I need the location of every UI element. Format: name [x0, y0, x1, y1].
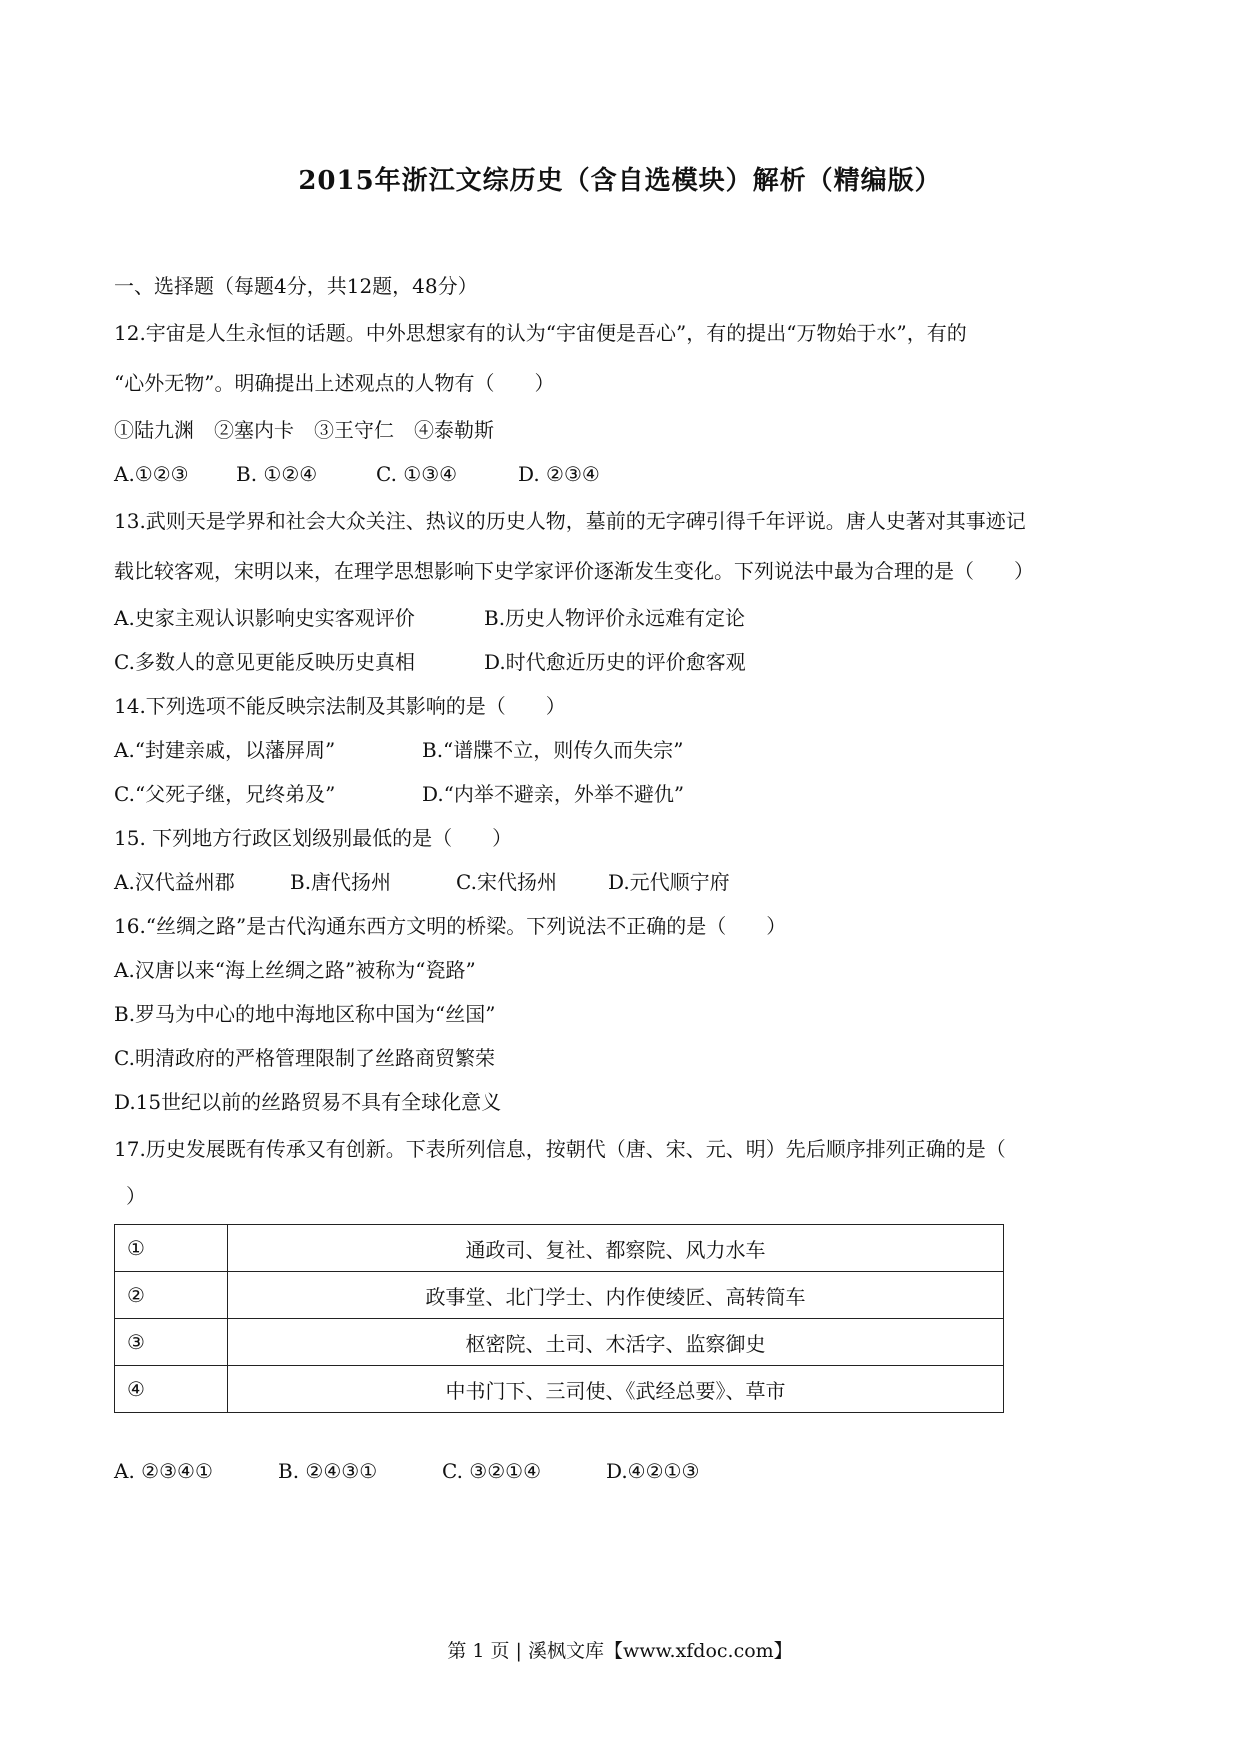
- question-12-options: [114, 452, 1124, 496]
- row-number: ③: [115, 1319, 228, 1366]
- table-row: [115, 1366, 1004, 1413]
- question-14-options-row-2: [114, 772, 1124, 816]
- option-b: B.罗马为中心的地中海地区称中国为“丝国”: [114, 1002, 496, 1026]
- option-c: C.宋代扬州: [456, 870, 557, 894]
- question-12-stem-line-2: “心外无物”。明确提出上述观点的人物有（ ）: [114, 371, 555, 395]
- table-row: [115, 1319, 1004, 1366]
- option-c: C.“父死子继，兄终弟及”: [114, 782, 336, 806]
- option-b: B. ②④③①: [278, 1459, 378, 1483]
- option-d: D.元代顺宁府: [608, 870, 730, 894]
- option-a: A.“封建亲戚，以藩屏周”: [114, 738, 336, 762]
- option-d: D.“内举不避亲，外举不避仇”: [422, 782, 685, 806]
- question-15-options: [114, 860, 1124, 904]
- question-17-stem-line-2: ）: [126, 1184, 146, 1208]
- option-d: D.15世纪以前的丝路贸易不具有全球化意义: [114, 1090, 502, 1114]
- document-body: [114, 264, 1124, 1493]
- question-15-stem: 15. 下列地方行政区划级别最低的是（ ）: [114, 826, 513, 850]
- option-b: B.唐代扬州: [290, 870, 392, 894]
- option-a: A.史家主观认识影响史实客观评价: [114, 606, 415, 630]
- dynasty-info-table: [114, 1224, 1004, 1413]
- option-c: C. ①③④: [376, 462, 458, 486]
- option-d: D. ②③④: [518, 462, 600, 486]
- row-content: 政事堂、北门学士、内作使绫匠、高转筒车: [228, 1272, 1004, 1319]
- question-13-options-row-2: [114, 640, 1124, 684]
- question-17-options: [114, 1449, 1124, 1493]
- option-a: A. ②③④①: [114, 1459, 213, 1483]
- option-c: C.多数人的意见更能反映历史真相: [114, 650, 415, 674]
- option-b: B.“谱牒不立，则传久而失宗”: [422, 738, 684, 762]
- row-content: 枢密院、土司、木活字、监察御史: [228, 1319, 1004, 1366]
- page-footer: 第 1 页 | 溪枫文库【www.xfdoc.com】: [447, 1640, 793, 1662]
- document-title: 2015年浙江文综历史（含自选模块）解析（精编版）: [298, 166, 942, 196]
- option-a: A.汉唐以来“海上丝绸之路”被称为“瓷路”: [114, 958, 476, 982]
- option-b: B.历史人物评价永远难有定论: [484, 606, 746, 630]
- question-12-items: ①陆九渊 ②塞内卡 ③王守仁 ④泰勒斯: [114, 418, 494, 442]
- option-c: C.明清政府的严格管理限制了丝路商贸繁荣: [114, 1046, 495, 1070]
- section-heading: 一、选择题（每题4分，共12题，48分）: [114, 274, 478, 298]
- option-c: C. ③②①④: [442, 1459, 542, 1483]
- question-17-stem-line-1: 17.历史发展既有传承又有创新。下表所列信息，按朝代（唐、宋、元、明）先后顺序排列正确的是（: [114, 1137, 1006, 1161]
- option-d: D.④②①③: [606, 1459, 700, 1483]
- table-row: [115, 1272, 1004, 1319]
- row-number: ④: [115, 1366, 228, 1413]
- option-a: A.汉代益州郡: [114, 870, 235, 894]
- question-12-stem-line-1: 12.宇宙是人生永恒的话题。中外思想家有的认为“宇宙便是吾心”，有的提出“万物始于水”，有的: [114, 321, 967, 345]
- question-14-options-row-1: [114, 728, 1124, 772]
- option-d: D.时代愈近历史的评价愈客观: [484, 650, 746, 674]
- row-number: ①: [115, 1225, 228, 1272]
- table-row: [115, 1225, 1004, 1272]
- row-number: ②: [115, 1272, 228, 1319]
- option-a: A.①②③: [114, 462, 189, 486]
- question-14-stem: 14.下列选项不能反映宗法制及其影响的是（ ）: [114, 694, 566, 718]
- row-content: 通政司、复社、都察院、风力水车: [228, 1225, 1004, 1272]
- question-13-options-row-1: [114, 596, 1124, 640]
- row-content: 中书门下、三司使、《武经总要》、草市: [228, 1366, 1004, 1413]
- question-13-stem-line-1: 13.武则天是学界和社会大众关注、热议的历史人物，墓前的无字碑引得千年评说。唐人史著对其事迹记: [114, 509, 1026, 533]
- option-b: B. ①②④: [236, 462, 318, 486]
- question-16-stem: 16.“丝绸之路”是古代沟通东西方文明的桥梁。下列说法不正确的是（ ）: [114, 914, 787, 938]
- question-13-stem-line-2: 载比较客观，宋明以来，在理学思想影响下史学家评价逐渐发生变化。下列说法中最为合理的是（ ）: [114, 559, 1034, 583]
